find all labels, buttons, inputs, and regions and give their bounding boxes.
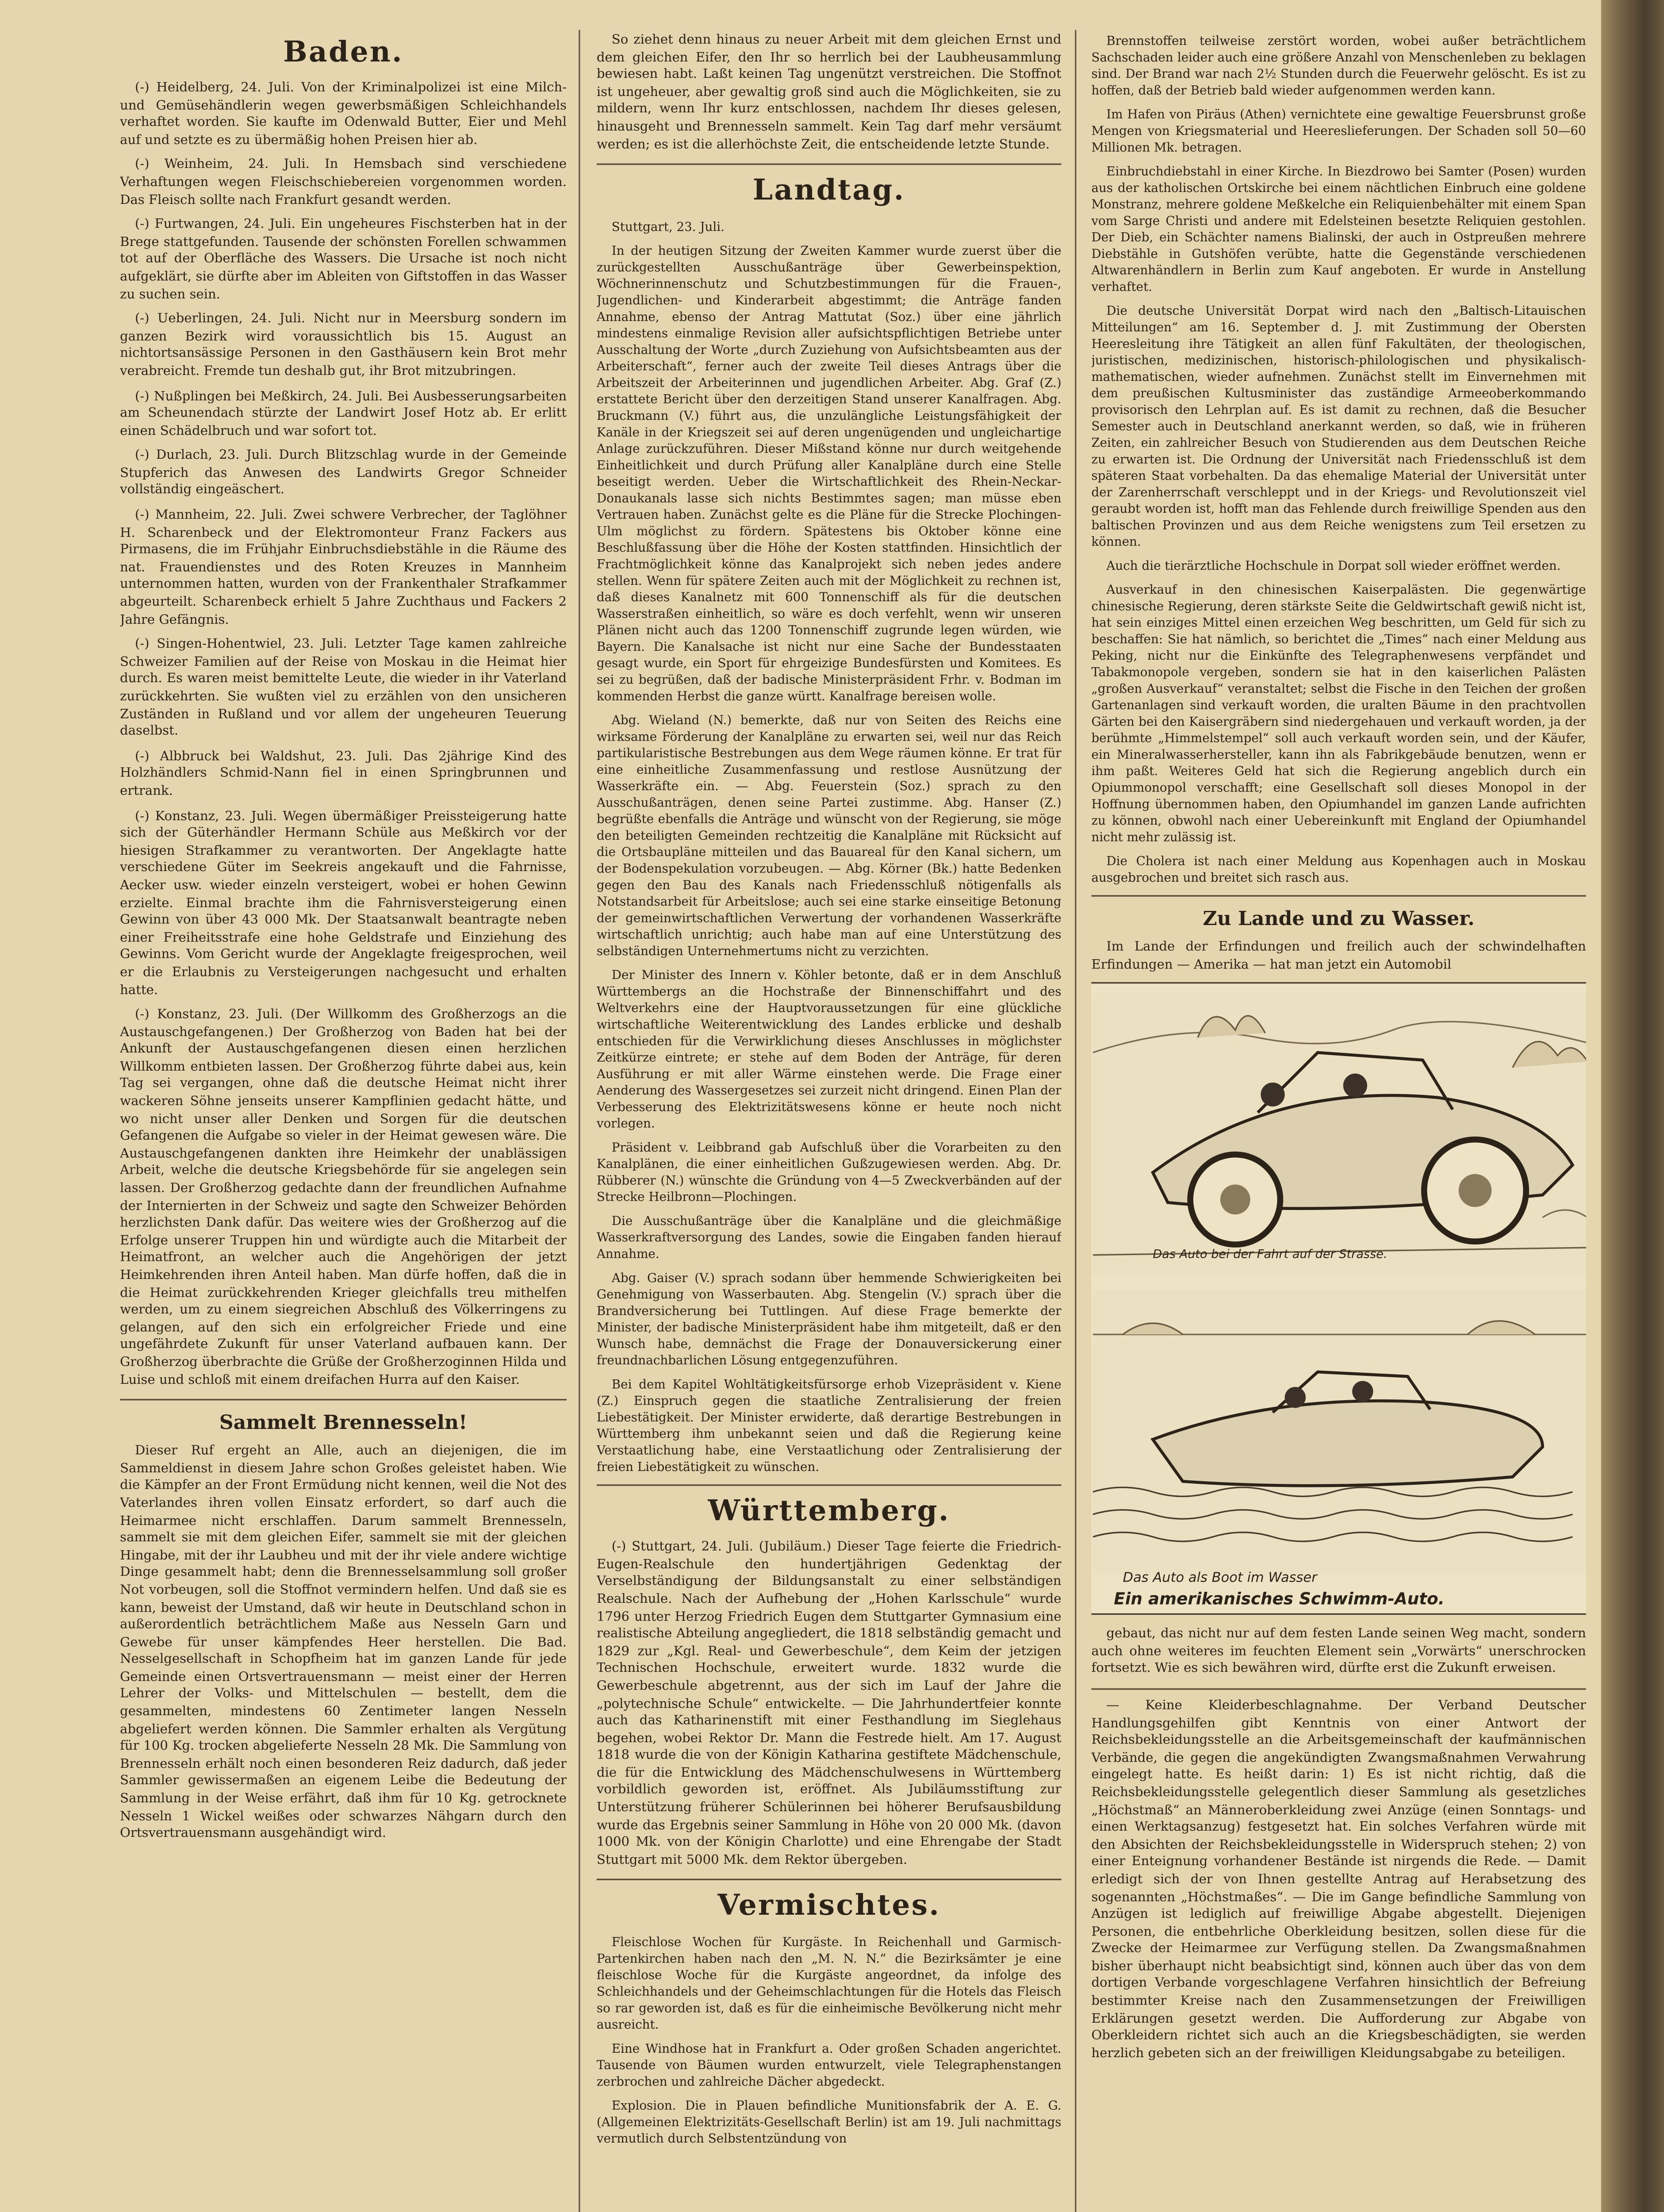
- section-heading-baden: Baden.: [283, 36, 404, 69]
- column-right: [1091, 33, 1586, 2212]
- divider: [597, 164, 1062, 165]
- paragraph: Explosion. Die in Plauen befindliche Munitionsfabrik der A. E. G. (Allgemeinen Elektrizitäts-Gesellschaft Berlin) ist am 19. Juli nachmittags vermutlich durch Selbstentzündung von: [596, 2098, 1062, 2147]
- paragraph: Präsident v. Leibbrand gab Aufschluß über die Vorarbeiten zu den Kanalplänen, die einer einheitlichen Gußzugewiesen werden. Abg. Dr. Rübberer (N.) wünschte die Gründung von 4—5 Zweckverbänden auf der Strecke Heilbronn—Plochingen.: [596, 1140, 1062, 1205]
- article-list: [597, 1935, 1062, 2148]
- paragraph: (-) Furtwangen, 24. Juli. Ein ungeheures Fischsterben hat in der Brege stattgefunden. Tausende der schönsten Forellen schwammen tot auf der Oberfläche des Wassers. Die Ursache ist noch nicht aufgeklärt, sie dürfte aber im Ableiten von Giftstoffen in das Wasser zu suchen sein.: [120, 217, 567, 303]
- divider: [597, 1879, 1062, 1881]
- column-middle: [597, 33, 1062, 2212]
- paragraph: (-) Ueberlingen, 24. Juli. Nicht nur in Meersburg sondern im ganzen Bezirk wird voraussichtlich bis 15. August an nichtortsansässige Personen in den Gasthäusern kein Brot mehr verabreicht. Fremde tun deshalb gut, ihr Brot mitzubringen.: [120, 312, 567, 380]
- article-list: [1091, 33, 1586, 886]
- caption-title: Ein amerikanisches Schwimm-Auto.: [1114, 1590, 1445, 1609]
- divider: [597, 1485, 1062, 1486]
- paragraph: (-) Konstanz, 23. Juli. (Der Willkomm des Großherzogs an die Austauschgefangenen.) Der Großherzog von Baden hat bei der Ankunft der Austauschgefangenen diesen einen herzlichen Willkomm entbieten lassen. Der Großherzog führte dabei aus, kein Tag sei vergangen, ohne daß die deutsche Heimat nicht ihrer wackeren Söhne jenseits unserer Kampflinien gedacht hätte, und wo nicht unser aller Denken und Sorgen für die deutschen Gefangenen die Aufgabe so vieler in der Heimat gewesen wäre. Die Austauschgefangenen dankten ihre Heimkehr der unablässigen Arbeit, welche die deutsche Kriegsbehörde für sie angelegen sein lassen. Der Großherzog gedachte dann der freundlichen Aufnahme der Internierten in der Schweiz und sagte den Schweizer Behörden herzlichsten Dank dafür. Das weitere wies der Großherzog auf die Erfolge unserer Truppen hin und würdigte auch die Mitarbeit der Heimatfront, an welcher auch die Angehörigen der jetzt Heimkehrenden ihren Anteil haben. Man dürfe hoffen, daß die in die Heimat zurückkehrenden Krieger gleichfalls treu mithelfen werden, um zu einem siegreichen Abschluß des Völkerringens zu gelangen, auf den sich ein erfolgreicher Friede und eine ungefährdete Zukunft für unser Vaterland aufbauen kann. Der Großherzog überbrachte die Grüße der Großherzoginnen Hilda und Luise und schloß mit einem dreifachen Hurra auf den Kaiser.: [120, 1007, 567, 1388]
- paragraph: Die Cholera ist nach einer Meldung aus Kopenhagen auch in Moskau ausgebrochen und breitet sich rasch aus.: [1091, 853, 1586, 885]
- section-heading-vermischtes: Vermischtes.: [717, 1889, 941, 1923]
- column-left: [120, 33, 567, 2212]
- paragraph: (-) Durlach, 23. Juli. Durch Blitzschlag wurde in der Gemeinde Stupferich das Anwesen des Landwirts Gregor Schneider vollständig eingeäschert.: [120, 449, 567, 499]
- paragraph: Abg. Gaiser (V.) sprach sodann über hemmende Schwierigkeiten bei Genehmigung von Wasserbauten. Abg. Stengelin (V.) sprach über die Brandversicherung bei Tuttlingen. Auf diese Frage bemerkte der Minister, der badische Ministerpräsident habe ihm mitgeteilt, daß er den Wunsch habe, demnächst die Frage der Donauversickerung einer freundnachbarlichen Lösung entgegenzuführen.: [596, 1270, 1062, 1368]
- paragraph: — Keine Kleiderbeschlagnahme. Der Verband Deutscher Handlungsgehilfen gibt Kenntnis von einer Antwort der Reichsbekleidungsstelle an die Arbeitsgemeinschaft der kaufmännischen Verbände, die gegen die angekündigten Zwangsmaßnahmen Verwahrung eingelegt hatte. Es heißt darin: 1) Es ist nicht richtig, daß die Reichsbekleidungsstelle gelegentlich dieser Sammlung als gesetzliches „Höchstmaß“ an Männeroberkleidung zwei Anzüge (einen Sonntags- und einen Werktagsanzug) festgesetzt hat. Ein solches Verfahren würde mit den Absichten der Reichsbekleidungsstelle in Widerspruch stehen; 2) von einer Enteignung vorhandener Bestände ist nirgends die Rede. — Damit erledigt sich der von Ihnen gestellte Antrag auf Herabsetzung des sogenannten „Höchstmaßes“. — Die im Gange befindliche Sammlung von Anzügen ist lediglich auf freiwillige Abgabe abgestellt. Diejenigen Personen, die entbehrliche Oberkleidung besitzen, sollen diese für die Zwecke der Heimarmee zur Verfügung stellen. Da Zwangsmaßnahmen bisher überhaupt nicht beabsichtigt sind, können auch über das von dem dortigen Verbande vorgeschlagene Verfahren hinsichtlich der Befreiung bestimmter Kreise nach den Zusammensetzungen der Freiwilligen Erklärungen gesetzt werden. Die Aufforderung zur Abgabe von Oberkleidern richtet sich auch an die Kriegsbeschädigten, sie werden herzlich gebeten sich an der freiwilligen Kleidungsabgabe zu beteiligen.: [1091, 1698, 1586, 2062]
- article-list: [597, 1540, 1062, 1870]
- illustration-panel-road: [1093, 993, 1586, 1278]
- paragraph: Einbruchdiebstahl in einer Kirche. In Biezdrowo bei Samter (Posen) wurden aus der katholischen Ortskirche bei einem nächtlichen Einbruch eine goldene Monstranz, mehrere goldene Meßkelche ein Reliquienbehälter mit einem Span vom Sarge Christi und andere mit Edelsteinen besetzte Reliquien gestohlen. Der Dieb, ein Schächter namens Bialinski, der auch in Ostpreußen mehrere Diebstähle in Gutshöfen verübte, hatte die Gegenstände verschiedenen Altwarenhändlern in Berlin zum Kauf angeboten. Er wurde in Anstellung verhaftet.: [1091, 163, 1586, 294]
- paragraph: Stuttgart, 23. Juli.: [611, 219, 725, 234]
- paragraph: So ziehet denn hinaus zu neuer Arbeit mit dem gleichen Ernst und dem gleichen Eifer, den Ihr so herrlich bei der Laubheusammlung bewiesen habt. Laßt keinen Tag ungenützt verstreichen. Die Stoffnot ist ungeheuer, aber gewaltig groß sind auch die Möglichkeiten, sie zu mildern, wenn Ihr kurz entschlossen, nachdem Ihr dieses gelesen, hinausgeht und Brennesseln sammelt. Kein Tag darf mehr versäumt werden; es ist die allerhöchste Zeit, die entscheidende letzte Stunde.: [596, 33, 1062, 153]
- car-in-water-drawing: [1093, 1290, 1586, 1575]
- paragraph: (-) Stuttgart, 24. Juli. (Jubiläum.) Dieser Tage feierte die Friedrich-Eugen-Realschule den hundertjährigen Gedenktag der Verselbständigung der Bildungsanstalt zu einer selbständigen Realschule. Nach der Aufhebung der „Hohen Karlsschule“ wurde 1796 unter Herzog Friedrich Eugen dem Stuttgarter Gymnasium eine realistische Abteilung angegliedert, die 1818 selbständig gemacht und 1829 zur „Kgl. Real- und Gewerbeschule“, dem Keim der jetzigen Technischen Hochschule, erweitert wurde. 1832 wurde die Gewerbeschule abgetrennt, aus der sich im Lauf der Jahre die „polytechnische Schule“ entwickelte. — Die Jahrhundertfeier konnte auch das Katharinenstift mit einer Festhandlung im Sieglehaus begehen, wobei Rektor Dr. Mann die Festrede hielt. Am 17. August 1818 wurde die von der Königin Katharina gestiftete Mädchenschule, die für die Entwicklung des Mädchenschulwesens in Württemberg vorbildlich geworden ist, eröffnet. Als Jubiläumsstiftung zur Unterstützung früherer Schülerinnen bei höherer Berufsausbildung wurde das Ergebnis seiner Sammlung in Höhe von 20 000 Mk. (davon 1000 Mk. von der Königin Charlotte) und eine Ehrengabe der Stadt Stuttgart mit 5000 Mk. dem Rektor übergeben.: [596, 1540, 1062, 1868]
- article-heading-zu-lande: Zu Lande und zu Wasser.: [1203, 908, 1475, 931]
- illustration-swimming-car: [1091, 983, 1586, 1615]
- divider: [1091, 895, 1586, 896]
- paragraph: Brennstoffen teilweise zerstört worden, wobei außer beträchtlichem Sachschaden leider auch eine größere Anzahl von Menschenleben zu beklagen sind. Der Brand war nach 2½ Stunden durch die Feuerwehr gelöscht. Es ist zu hoffen, daß der Betrieb bald wieder aufgenommen werden kann.: [1091, 33, 1586, 98]
- caption-water: Das Auto als Boot im Wasser: [1123, 1571, 1317, 1587]
- caption-road: Das Auto bei der Fahrt auf der Strasse.: [1153, 1248, 1388, 1261]
- paragraph: (-) Albbruck bei Waldshut, 23. Juli. Das 2jährige Kind des Holzhändlers Schmid-Nann fiel in einen Springbrunnen und ertrank.: [120, 749, 567, 799]
- divider: [1091, 1688, 1586, 1690]
- paragraph: Die deutsche Universität Dorpat wird nach den „Baltisch-Litauischen Mitteilungen“ am 16. September d. J. mit Zustimmung der Obersten Heeresleitung ihre Tätigkeit an allen fünf Fakultäten, der theologischen, juristischen, medizinischen, historisch-philologischen und physikalisch-mathematischen, wieder aufnehmen. Zunächst stellt im Einvernehmen mit dem preußischen Kultusminister das zuständige Armeeoberkommando provisorisch den Lehrplan auf. Es ist damit zu rechnen, daß die Besucher Semester auch in Deutschland anerkannt werden, so daß, wie in früheren Zeiten, ein zahlreicher Besuch von Studierenden aus dem Deutschen Reiche zu erwarten ist. Die Ordnung der Universität nach Friedensschluß ist dem späteren Staat vorbehalten. Da das ehemalige Material der Universität unter der Zarenherrschaft verschleppt und in der Kriegs- und Revolutionszeit viel geraubt worden ist, hofft man das Fehlende durch freiwillige Spenden aus den baltischen Provinzen und aus dem Reiche wenigstens zum Teil ersetzen zu können.: [1091, 303, 1586, 549]
- paragraph: In der heutigen Sitzung der Zweiten Kammer wurde zuerst über die zurückgestellten Ausschußanträge über Gewerbeinspektion, Wöchnerinnenschutz und Schutzbestimmungen für die Frauen-, Jugendlichen- und Kinderarbeit abgestimmt; die Anträge fanden Annahme, ebenso der Antrag Mattutat (Soz.) über eine jährlich mindestens einmalige Revision aller aufsichtspflichtigen Betriebe unter Ausschaltung der Worte „durch Zuziehung von Aufsichtsbeamten aus der Arbeiterschaft“, ferner auch der zweite Teil dieses Antrags über die Arbeitszeit der Arbeiterinnen und jugendlichen Arbeiter. Abg. Graf (Z.) erstattete Bericht über den derzeitigen Stand unserer Kanalfragen. Abg. Bruckmann (V.) führt aus, die unzulängliche Leistungsfähigkeit der Kanäle in der Kriegszeit sei auf deren ungenügenden und ungleichartige Anlage zurückzuführen. Dieser Mißstand könne nur durch weitgehende Einheitlichkeit und durch Prüfung aller Kanalpläne durch eine Stelle beseitigt werden. Ueber die Wirtschaftlichkeit des Rhein-Neckar-Donaukanals lasse sich nichts Bestimmtes sagen; man müsse eben Vertrauen haben. Zunächst gelte es die Pläne für die Strecke Plochingen-Ulm möglichst zu fördern. Spätestens bis Oktober könne eine Beschlußfassung über die Höhe der Kosten stattfinden. Hinsichtlich der Frachtmöglichkeit könne das Kanalprojekt sich neben jedes andere stellen. Wenn für spätere Zeiten auch mit der Möglichkeit zu rechnen ist, daß dieses Kanalnetz mit 600 Tonnenschiff als für die deutschen Wasserstraßen einheitlich, so wäre es doch verfehlt, wenn wir unseren Plänen nicht auch das 1200 Tonnenschiff zugrunde legen würden, wie Bayern. Die Kanalsache ist nicht nur eine Sache der Bundesstaaten gesagt wurde, ein Sport für ehrgeizige Bundesfürsten und Komitees. Es sei zu begrüßen, daß der badische Ministerpräsident Frhr. v. Bodman im kommenden Herbst die ganze württ. Kanalfrage bereisen wolle.: [596, 243, 1062, 704]
- article-body: [597, 33, 1062, 155]
- paragraph: Ausverkauf in den chinesischen Kaiserpalästen. Die gegenwärtige chinesische Regierung, deren stärkste Seite die Geldwirtschaft gewiß nicht ist, hat sein einziges Mittel einen erzeichen Weg beschritten, um Geld für sich zu beschaffen: Sie hat nämlich, so berichtet die „Times“ nach einer Meldung aus Peking, nicht nur die Einkünfte des Telegraphenwesens verpfändet und Tabakmonopole vergeben, sondern sie hat in den kaiserlichen Palästen „großen Ausverkauf“ veranstaltet; selbst die Fische in den Teichen der großen Gartenanlagen sind verkauft worden, die uralten Bäume in den prachtvollen Gärten bei den Kaisergräbern sind niedergehauen und verkauft worden, ja der berühmte „Himmelstempel“ soll auch verkauft worden sein, und der Käufer, ein Mineralwasserhersteller, kann ihn als Fabrikgebäude benutzen, wenn er ihm paßt. Weiteres Geld hat sich die Regierung angeblich durch ein Opiummonopol verschafft; eine Gesellschaft soll dieses Monopol in der Hoffnung übernommen haben, den Opiumhandel im ganzen Lande aufrichten zu können, obwohl nach einer Uebereinkunft mit England der Opiumhandel nicht mehr zulässig ist.: [1091, 582, 1586, 845]
- paragraph: (-) Mannheim, 22. Juli. Zwei schwere Verbrecher, der Taglöhner H. Scharenbeck und der Elektromonteur Franz Fackers aus Pirmasens, die im Frühjahr Einbruchsdiebstähle in die Räume des nat. Frauendienstes und des Roten Kreuzes in Mannheim unternommen hatten, wurden von der Frankenthaler Strafkammer abgeurteilt. Scharenbeck erhielt 5 Jahre Zuchthaus und Fackers 2 Jahre Gefängnis.: [120, 508, 567, 628]
- article-body: [120, 1444, 567, 1844]
- paragraph: Dieser Ruf ergeht an Alle, auch an diejenigen, die im Sammeldienst in diesem Jahre schon Großes geleistet haben. Wie die Kämpfer an der Front Ermüdung nicht kennen, weil die Not des Vaterlandes ihren vollen Einsatz erfordert, so darf auch die Heimarmee nicht erschlaffen. Darum sammelt Brennesseln, sammelt sie mit dem gleichen Eifer, sammelt sie mit der gleichen Hingabe, mit der ihr Laubheu und mit der ihr viele andere wichtige Dinge gesammelt habt; denn die Brennesselsammlung soll großer Not vorbeugen, soll die Stoffnot vermindern helfen. Und daß sie es kann, beweist der Umstand, daß wir heute in Deutschland schon in außerordentlich beträchtlichem Maße aus Nesseln Garn und Gewebe für unser kämpfendes Heer herstellen. Die Bad. Nesselgesellschaft in Schopfheim hat im ganzen Lande für jede Gemeinde einen Ortsvertrauensmann — meist einer der Herren Lehrer der Volks- und Mittelschulen — bestellt, dem die gesammelten, mindestens 60 Zentimeter langen Nesseln abgeliefert werden können. Die Sammler erhalten als Vergütung für 100 Kg. trocken abgelieferte Nesseln 28 Mk. Die Sammlung von Brennesseln erhält noch einen besonderen Reiz dadurch, daß jeder Sammler gewissermaßen an eigenem Leibe die Bedeutung der Sammlung in der Weise erfährt, daß ihm für 10 Kg. getrocknete Nesseln 1 Wickel weißes oder schwarzes Nähgarn durch den Ortsvertrauensmann ausgehändigt wird.: [120, 1444, 567, 1842]
- paragraph: (-) Singen-Hohentwiel, 23. Juli. Letzter Tage kamen zahlreiche Schweizer Familien auf der Reise von Moskau in die Heimat hier durch. Es waren meist bemittelte Leute, die wieder in ihr Vaterland zurückkehrten. Sie wußten viel zu erzählen von den unsicheren Zuständen in Rußland und vor allem der ungeheuren Teuerung daselbst.: [120, 637, 567, 740]
- book-binding: [1601, 0, 1664, 2212]
- article-body: gebaut, das nicht nur auf dem festen Lande seinen Weg macht, sondern auch ohne weiteres im feuchten Element sein „Vorwärts“ unerschrocken fortsetzt. Wie es sich bewähren wird, dürfte erst die Zukunft erweisen.: [1091, 1627, 1586, 1677]
- column-rule: [579, 30, 580, 2212]
- article-heading-brennesseln: Sammelt Brennesseln!: [219, 1413, 468, 1435]
- column-rule: [1075, 30, 1076, 2212]
- article-list: [1091, 1699, 1586, 2064]
- paragraph: (-) Nußplingen bei Meßkirch, 24. Juli. Bei Ausbesserungsarbeiten am Scheunendach stürzte der Landwirt Josef Hotz ab. Er erlitt einen Schädelbruch und war sofort tot.: [120, 389, 567, 439]
- paragraph: Der Minister des Innern v. Köhler betonte, daß er in dem Anschluß Württembergs an die Hochstraße der Binnenschiffahrt und des Weltverkehrs eine der Hauptvoraussetzungen für eine glückliche wirtschaftliche Weiterentwicklung des Landes erblicke und deshalb entschieden für die Verwirklichung dieses Anschlusses in möglichster Zeitkürze eintrete; er stehe auf dem Boden der Anträge, für deren Ausführung er mit aller Wärme einstehen werde. Die Frage einer Aenderung des Wassergesetzes sei zurzeit nicht dringend. Einen Plan der Verbesserung des Elektrizitätswesens könne er heute noch nicht vorlegen.: [596, 967, 1062, 1131]
- paragraph: Abg. Wieland (N.) bemerkte, daß nur von Seiten des Reichs eine wirksame Förderung der Kanalpläne zu erwarten sei, weil nur das Reich partikularistische Bestrebungen aus dem Wege räumen könne. Er trat für eine einheitliche Zusammenfassung und restlose Ausnützung der Wasserkräfte ein. — Abg. Feuerstein (Soz.) sprach zu den Ausschußanträgen, denen seine Partei zustimme. Abg. Hanser (Z.) begrüßte ebenfalls die Anträge und wünscht von der Regierung, sie möge den beteiligten Gemeinden rechtzeitig die Kanalpläne mit Rücksicht auf die Ortsbaupläne mitteilen und das Bauareal für den Kanal sichern, um der Bodenspekulation vorzubeugen. — Abg. Körner (Bk.) hatte Bedenken gegen den Bau des Kanals nach Friedensschluß nötigenfalls als Notstandsarbeit für Arbeitslose; auch sei eine starke einseitige Betonung der gemeinwirtschaftlichen Verwertung der vorhandenen Wasserkräfte wirtschaftlich unrichtig; auch habe man auf eine Unterstützung des selbständigen Unternehmertums nicht zu verzichten.: [596, 712, 1062, 959]
- paragraph: Bei dem Kapitel Wohltätigkeitsfürsorge erhob Vizepräsident v. Kiene (Z.) Einspruch gegen die staatliche Zentralisierung der freien Liebestätigkeit. Der Minister erwiderte, daß derartige Bestrebungen in Württemberg ihm unbekannt seien und daß die Regierung keine Verstaatlichung habe, eine Verstaatlichung oder Zentralisierung der freien Liebestätigkeit zu wünschen.: [596, 1376, 1062, 1475]
- article-list: [120, 81, 567, 1390]
- article-list: [597, 219, 1062, 1475]
- section-heading-landtag: Landtag.: [752, 174, 905, 207]
- illustration-panel-water: [1093, 1290, 1586, 1575]
- paragraph: Auch die tierärztliche Hochschule in Dorpat soll wieder eröffnet werden.: [1106, 557, 1561, 573]
- section-heading-wuerttemberg: Württemberg.: [708, 1495, 950, 1528]
- paragraph: (-) Konstanz, 23. Juli. Wegen übermäßiger Preissteigerung hatte sich der Güterhändler Hermann Schüle aus Meßkirch vor der hiesigen Strafkammer zu verantworten. Der Angeklagte hatte verschiedene Güter im Seekreis angekauft und die Fahrnisse, Aecker usw. wieder einzeln versteigert, wobei er hohen Gewinn erzielte. Einmal brachte ihm die Fahrnisversteigerung einen Gewinn von über 43 000 Mk. Der Staatsanwalt beantragte neben einer Freiheitsstrafe eine hohe Geldstrafe und Einziehung des Gewinns. Vom Gericht wurde der Angeklagte freigesprochen, weil er die Erlaubnis zu Versteigerungen nachgesucht und erhalten hatte.: [120, 809, 567, 998]
- car-on-road-drawing: [1093, 993, 1586, 1278]
- paragraph: Eine Windhose hat in Frankfurt a. Oder großen Schaden angerichtet. Tausende von Bäumen wurden entwurzelt, viele Telegraphenstangen zerbrochen und zahlreiche Dächer abgedeckt.: [596, 2041, 1062, 2089]
- paragraph: Die Ausschußanträge über die Kanalpläne und die gleichmäßige Wasserkraftversorgung des Landes, sowie die Eingaben fanden hierauf Annahme.: [596, 1213, 1062, 1261]
- divider: [120, 1399, 567, 1401]
- paragraph: Im Hafen von Piräus (Athen) vernichtete eine gewaltige Feuersbrunst große Mengen von Kriegsmaterial und Heereslieferungen. Der Schaden soll 50—60 Millionen Mk. betragen.: [1091, 106, 1586, 155]
- article-intro: Im Lande der Erfindungen und freilich auch der schwindelhaften Erfindungen — Amerika — hat man jetzt ein Automobil: [1091, 940, 1586, 973]
- paragraph: Fleischlose Wochen für Kurgäste. In Reichenhall und Garmisch-Partenkirchen haben nach den „M. N. N.“ die Bezirksämter je eine fleischlose Woche für die Kurgäste angeordnet, da infolge des Schleichhandels und der Geheimschlachtungen für die Hotels das Fleisch so rar geworden ist, daß es für die einheimische Bevölkerung nicht mehr ausreicht.: [596, 1935, 1062, 2032]
- paragraph: (-) Heidelberg, 24. Juli. Von der Kriminalpolizei ist eine Milch- und Gemüsehändlerin wegen gewerbsmäßigen Schleichhandels verhaftet worden. Sie kaufte im Odenwald Butter, Eier und Mehl auf und setzte es zu übermäßig hohen Preisen hier ab.: [120, 81, 567, 148]
- paragraph: (-) Weinheim, 24. Juli. In Hemsbach sind verschiedene Verhaftungen wegen Fleischschiebereien vorgenommen worden. Das Fleisch sollte nach Frankfurt gesandt werden.: [120, 158, 567, 208]
